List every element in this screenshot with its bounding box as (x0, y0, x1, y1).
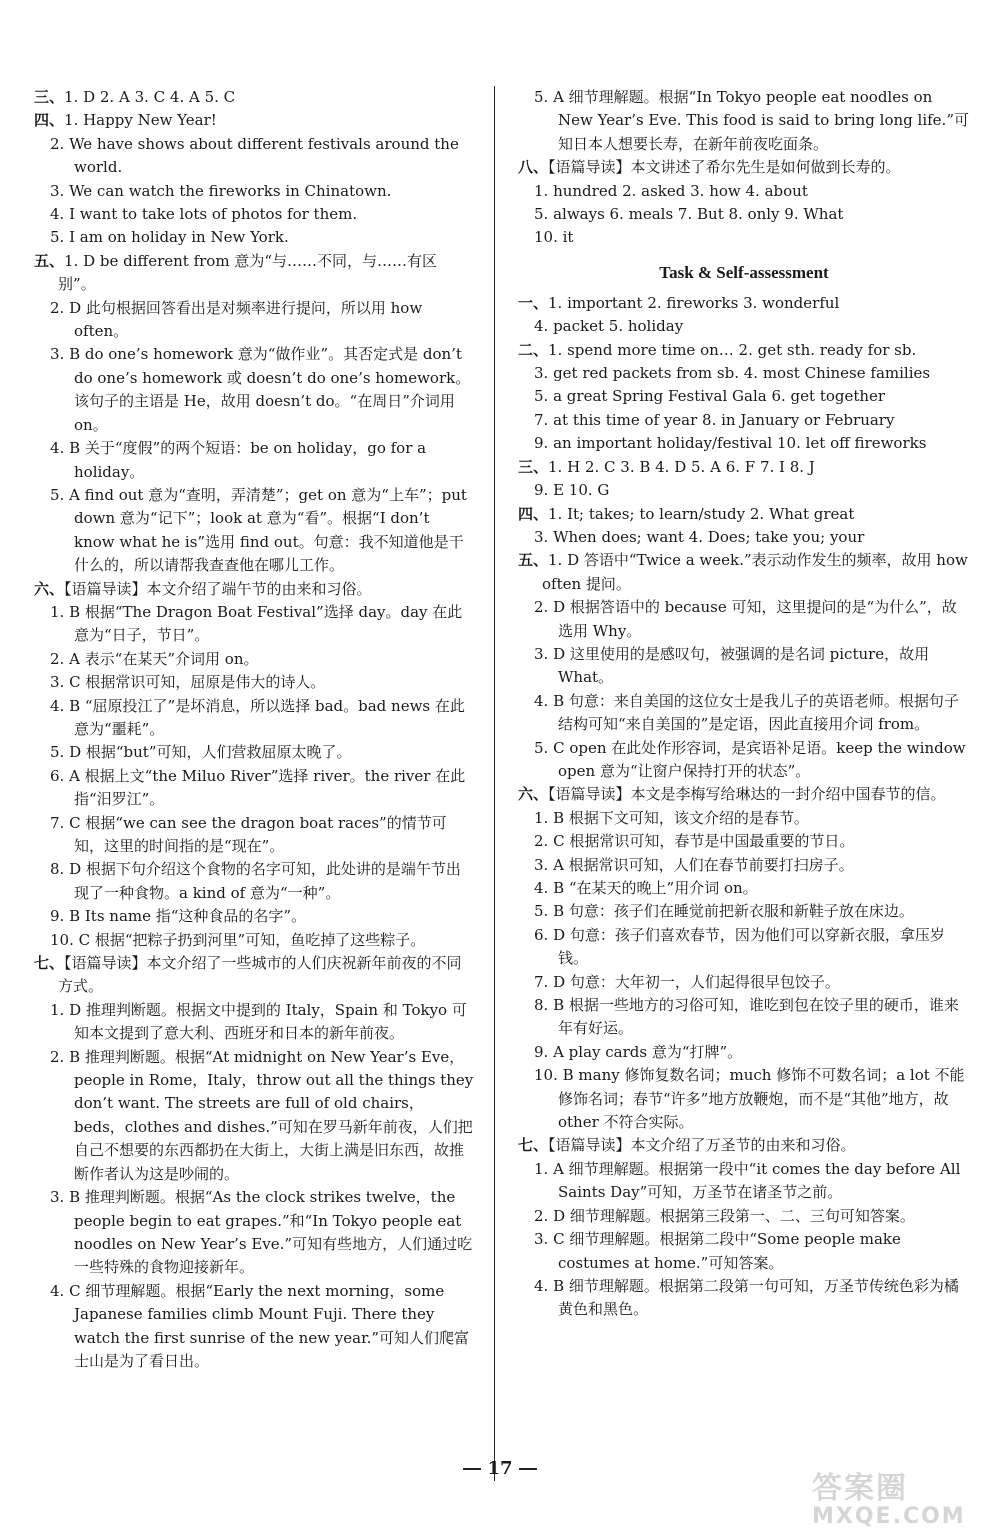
answer-line (34, 297, 474, 344)
answer-line (34, 812, 474, 859)
section-label: 七、 (34, 954, 65, 973)
answer-line (34, 741, 474, 764)
watermark-top: 答案圈 (812, 1471, 908, 1506)
dash-right (519, 1468, 537, 1470)
answer-text: 5. a great Spring Festival Gala 6. get together (534, 387, 886, 406)
answer-text: 3. B do one’s homework 意为“做作业”。其否定式是 don’t do one’s homework 或 doesn’t do one’s homework。该句子的主语是 He，故用 doesn’t do。“在周日”介词用 on。 (50, 345, 471, 434)
answer-text: 9. an important holiday/festival 10. let off fireworks (534, 434, 927, 453)
answer-line (518, 385, 970, 408)
answer-line (518, 854, 970, 877)
left-column (34, 86, 474, 1373)
answer-text: 8. D 根据下句介绍这个食物的名字可知，此处讲的是端午节出现了一种食物。a kind of 意为“一种”。 (50, 860, 461, 902)
answer-text: 3. B 推理判断题。根据“As the clock strikes twelve，the people begin to eat grapes.”和“In Tokyo people eat noodles on New Year’s Eve.”可知有些地方，人们通过吃一些特殊的食物迎接新年。 (50, 1188, 473, 1277)
answer-text: 6. D 句意：孩子们喜欢春节，因为他们可以穿新衣服，拿压岁钱。 (534, 925, 945, 968)
answer-text: 2. A 表示“在某天”介词用 on。 (50, 649, 259, 668)
answer-text: 【语篇导读】本文是李梅写给琳达的一封介绍中国春节的信。 (548, 785, 946, 804)
answer-line (518, 339, 970, 362)
answer-text: 9. A play cards 意为“打牌”。 (534, 1042, 743, 1061)
answer-text: 3. get red packets from sb. 4. most Chinese families (534, 364, 931, 383)
section-title: Task & Self-assessment (659, 262, 829, 282)
answer-text: 3. C 根据常识可知，屈原是伟大的诗人。 (50, 673, 326, 692)
answer-line (518, 1275, 970, 1322)
answer-line (34, 1046, 474, 1186)
answer-line (34, 929, 474, 952)
answer-line (34, 250, 474, 297)
right-bottom-block (518, 292, 970, 1322)
answer-text: 2. D 细节理解题。根据第三段第一、二、三句可知答案。 (534, 1206, 915, 1225)
answer-text: 7. at this time of year 8. in January or February (534, 410, 895, 429)
answer-text: 1. B 根据下文可知，该文介绍的是春节。 (534, 808, 809, 827)
answer-line (518, 1041, 970, 1064)
answer-line (518, 783, 970, 806)
answer-text: 6. A 根据上文“the Miluo River”选择 river。the river 在此指“汨罗江”。 (50, 766, 466, 809)
answer-line (34, 1280, 474, 1374)
answer-line (34, 109, 474, 132)
answer-text: 10. it (534, 228, 574, 247)
answer-line (518, 1205, 970, 1228)
answer-text: 3. When does; want 4. Does; take you; your (534, 527, 865, 546)
answer-line (518, 596, 970, 643)
answer-text: 1. Happy New Year! (64, 111, 217, 130)
answer-line (34, 86, 474, 109)
answer-line (518, 362, 970, 385)
answer-line (518, 203, 970, 226)
answer-line (34, 648, 474, 671)
answer-text: 1. D be different from 意为“与……不同，与……有区别”。 (58, 251, 437, 294)
answer-text: 3. D 这里使用的是感叹句，被强调的是名词 picture，故用 What。 (534, 644, 930, 687)
answer-line (34, 343, 474, 437)
answer-line (518, 807, 970, 830)
answer-line (518, 830, 970, 853)
answer-line (34, 905, 474, 928)
answer-text: 9. E 10. G (534, 481, 610, 500)
answer-text: 2. D 根据答语中的 because 可知，这里提问的是“为什么”，故选用 Why。 (534, 598, 957, 640)
answer-line (518, 156, 970, 179)
answer-text: 9. B Its name 指“这种食品的名字”。 (50, 907, 307, 926)
answer-text: 1. B 根据“The Dragon Boat Festival”选择 day。day 在此意为“日子，节日”。 (50, 602, 463, 645)
answer-line (34, 858, 474, 905)
answer-text: 4. B 句意：来自美国的这位女士是我儿子的英语老师。根据句子结构可知“来自美国的”是定语，因此直接用介词 from。 (534, 691, 959, 734)
answer-line (34, 133, 474, 180)
answer-text: 10. B many 修饰复数名词；much 修饰不可数名词；a lot 不能修饰名词；春节“许多”地方放鞭炮，而不是“其他”地方，故 other 不符合实际。 (534, 1066, 965, 1132)
section-label: 七、 (518, 1136, 549, 1155)
answer-line (34, 765, 474, 812)
answer-text: 1. It; takes; to learn/study 2. What great (548, 504, 855, 523)
watermark-bottom: MXQE.COM (812, 1504, 966, 1529)
answer-line (518, 226, 970, 249)
answer-line (34, 203, 474, 226)
answer-text: 5. A 细节理解题。根据“In Tokyo people eat noodles on New Year’s Eve. This food is said to bring long life.”可知日本人想要长寿，在新年前夜吃面条。 (534, 88, 969, 153)
answer-text: 10. C 根据“把粽子扔到河里”可知，鱼吃掉了这些粽子。 (50, 930, 426, 949)
answer-line (34, 695, 474, 742)
answer-text: 3. We can watch the fireworks in Chinatown. (50, 181, 392, 200)
answer-text: 1. D 2. A 3. C 4. A 5. C (64, 88, 236, 106)
answer-line (34, 999, 474, 1046)
answer-line (518, 1228, 970, 1275)
answer-text: 7. D 句意：大年初一，人们起得很早包饺子。 (534, 972, 840, 991)
answer-line (34, 1186, 474, 1280)
answer-line (518, 1158, 970, 1205)
answer-text: 【语篇导读】本文介绍了万圣节的由来和习俗。 (548, 1136, 856, 1155)
answer-line (518, 1064, 970, 1134)
answer-line (518, 180, 970, 203)
section-label: 一、 (518, 293, 549, 312)
answer-line (518, 994, 970, 1041)
answer-line (518, 690, 970, 737)
answer-line (518, 971, 970, 994)
answer-text: 1. H 2. C 3. B 4. D 5. A 6. F 7. I 8. J (548, 457, 815, 476)
answer-text: 2. C 根据常识可知，春节是中国最重要的节日。 (534, 832, 855, 851)
answer-text: 5. A find out 意为“查明，弄清楚”；get on 意为“上车”；put down 意为“记下”；look at 意为“看”。根据“I don’t know what he is”选用 find out。句意：我不知道他是干什么的，所以请帮我查查他在哪儿工作。 (50, 485, 467, 575)
answer-text: 1. D 推理判断题。根据文中提到的 Italy，Spain 和 Tokyo 可知本文提到了意大利、西班牙和日本的新年前夜。 (50, 1000, 467, 1043)
answer-line (518, 86, 970, 156)
answer-line (518, 479, 970, 502)
answer-text: 7. C 根据“we can see the dragon boat races”的情节可知，这里的时间指的是“现在”。 (50, 813, 447, 855)
answer-line (518, 503, 970, 526)
answer-text: 【语篇导读】本文介绍了一些城市的人们庆祝新年前夜的不同方式。 (58, 954, 462, 996)
answer-line (34, 578, 474, 601)
answer-line (518, 900, 970, 923)
answer-text: 4. B 细节理解题。根据第二段第一句可知，万圣节传统色彩为橘黄色和黑色。 (534, 1276, 959, 1319)
answer-text: 4. B 关于“度假”的两个短语：be on holiday，go for a holiday。 (50, 439, 427, 481)
answer-line (34, 952, 474, 999)
right-column (518, 86, 970, 1322)
section-label: 五、 (518, 551, 549, 570)
answer-line (34, 226, 474, 249)
answer-text: 1. hundred 2. asked 3. how 4. about (534, 181, 808, 200)
answer-text: 5. D 根据“but”可知，人们营救屈原太晚了。 (50, 743, 352, 762)
section-label: 三、 (518, 457, 549, 476)
answer-text: 3. C 细节理解题。根据第二段中“Some people make costumes at home.”可知答案。 (534, 1230, 901, 1272)
answer-text: 【语篇导读】本文介绍了端午节的由来和习俗。 (64, 579, 372, 598)
answer-text: 4. packet 5. holiday (534, 317, 684, 336)
answer-line (518, 1134, 970, 1157)
answer-text: 1. A 细节理解题。根据第一段中“it comes the day before All Saints Day”可知，万圣节在诸圣节之前。 (534, 1159, 961, 1202)
section-label: 八、 (518, 158, 549, 177)
section-label: 四、 (518, 504, 549, 523)
section-label: 三、 (34, 88, 65, 106)
answer-line (34, 437, 474, 484)
answer-line (34, 671, 474, 694)
answer-line (518, 409, 970, 432)
answer-line (518, 549, 970, 596)
answer-text: 8. B 根据一些地方的习俗可知，谁吃到包在饺子里的硬币，谁来年有好运。 (534, 996, 959, 1038)
section-label: 二、 (518, 340, 549, 359)
answer-text: 1. spend more time on… 2. get sth. ready for sb. (548, 340, 917, 359)
answer-text: 4. I want to take lots of photos for them. (50, 205, 358, 224)
answer-line (518, 877, 970, 900)
answer-line (518, 292, 970, 315)
answer-text: 2. We have shows about different festivals around the world. (50, 134, 459, 177)
answer-line (518, 456, 970, 479)
section-label: 六、 (34, 579, 65, 598)
section-label: 五、 (34, 251, 65, 270)
answer-text: 4. B “在某天的晚上”用介词 on。 (534, 879, 758, 897)
answer-text: 2. B 推理判断题。根据“At midnight on New Year’s Eve，people in Rome，Italy，throw out all the things they don’t want. The streets are full of old chairs，beds，clothes and dishes.”可知在罗马新年前夜，人们把自己不想要的东西都扔在大街上，大街上满是旧东西，故推断作者认为这是吵闹的。 (50, 1047, 474, 1183)
answer-text: 1. important 2. fireworks 3. wonderful (548, 293, 840, 312)
watermark-logo (812, 1471, 992, 1534)
section-label: 六、 (518, 785, 549, 804)
answer-text: 3. A 根据常识可知，人们在春节前要打扫房子。 (534, 855, 854, 874)
answer-text: 5. always 6. meals 7. But 8. only 9. What (534, 205, 844, 224)
column-divider (494, 86, 495, 1481)
page-number: 17 (487, 1458, 513, 1479)
answer-text: 2. D 此句根据回答看出是对频率进行提问，所以用 how often。 (50, 298, 423, 341)
answer-line (518, 315, 970, 338)
answer-line (518, 737, 970, 784)
answer-line (34, 601, 474, 648)
answer-text: 5. B 句意：孩子们在睡觉前把新衣服和新鞋子放在床边。 (534, 902, 914, 921)
answer-text: 5. C open 在此处作形容词，是宾语补足语。keep the window open 意为“让窗户保持打开的状态”。 (534, 738, 966, 780)
answer-text: 1. D 答语中“Twice a week.”表示动作发生的频率，故用 how often 提问。 (542, 551, 968, 593)
answer-line (518, 526, 970, 549)
answer-line (34, 484, 474, 578)
answer-text: 4. B “屈原投江了”是坏消息，所以选择 bad。bad news 在此意为“噩耗”。 (50, 696, 465, 738)
answer-text: 4. C 细节理解题。根据“Early the next morning，some Japanese families climb Mount Fuji. There they watch the first sunrise of the new year.”可知人们爬富士山是为了看日出。 (50, 1281, 470, 1370)
section-label: 四、 (34, 111, 65, 130)
answer-line (34, 180, 474, 203)
right-top-block (518, 86, 970, 250)
answer-line (518, 643, 970, 690)
dash-left (463, 1468, 481, 1470)
answer-text: 5. I am on holiday in New York. (50, 228, 289, 247)
answer-line (518, 432, 970, 455)
answer-line (518, 924, 970, 971)
answer-text: 【语篇导读】本文讲述了希尔先生是如何做到长寿的。 (548, 158, 901, 177)
